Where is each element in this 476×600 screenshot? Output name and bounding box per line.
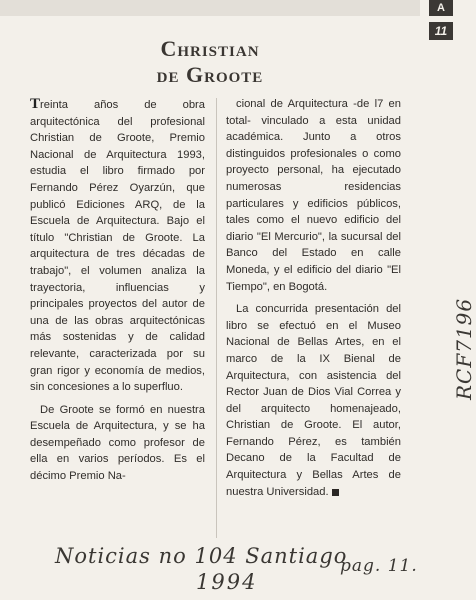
clipping-top-edge xyxy=(0,0,420,16)
end-of-article-mark xyxy=(332,489,339,496)
left-paragraph-1 xyxy=(30,96,205,396)
right-paragraph-2 xyxy=(226,301,401,500)
column-divider xyxy=(216,98,217,538)
left-paragraph-2: De Groote se formó en nuestra Escuela de Arquitectura, y se ha desempeñado como profesor de ella en varios períodos. Es el décimo Premio Na- xyxy=(30,403,205,483)
handwritten-catalog-code: RCF7196 xyxy=(452,297,476,400)
left-paragraph-1-text: reinta años de obra arquitectónica del profesional Christian de Groote, Premio Nacional de Arquitectura 1993, estudia el libro firmado por Fernando Pérez Oyarzún, que publicó Ediciones ARQ, de la Escuela de Arquitectura. Bajo el título "Christian de Groote. La arquitectura de tres décadas de trabajo", el volumen analiza la trayectoria, influencias y principales proyectos del autor de una de las obras arquitectónicas más sostenidas y de calidad relevante, caracterizada por su gran rigor y economía de medios, sin concesiones a lo superfluo. xyxy=(30,99,205,394)
handwritten-year: 1994 xyxy=(196,570,258,594)
title-line-2: de Groote xyxy=(156,62,264,87)
handwritten-source: Noticias no 104 Santiago xyxy=(55,544,348,568)
article-title xyxy=(60,36,360,88)
drop-cap: T xyxy=(30,96,41,112)
right-paragraph-2-text: La concurrida presentación del libro se efectuó en el Museo Nacional de Bellas Artes, en el marco de la IX Bienal de Arquitectura, con asistencia del Rector Juan de Dios Vial Correa y del arquitecto homenajeado, Christian de Groote. El autor, Fernando Pérez, es también Decano de la Facultad de Arquitectura y Bellas Artes de nuestra Universidad. xyxy=(226,303,401,498)
handwritten-page-ref: pag. 11. xyxy=(340,556,418,576)
title-line-1: Christian xyxy=(160,36,260,61)
page-number-badge: 11 xyxy=(429,22,453,40)
right-paragraph-1: cional de Arquitectura -de l7 en total- vinculado a esta unidad académica. Junto a otros distinguidos profesionales o como proyecto personal, ha ejecutado numerosas residencias particulares y edificios públicos, tales como el nuevo edificio del diario "El Mercurio", la sucursal del Banco del Estado en calle Moneda, y el edificio del diario "El Tiempo", en Bogotá. xyxy=(226,98,401,293)
right-column xyxy=(226,96,401,500)
left-column xyxy=(30,96,205,485)
section-tab: A xyxy=(429,0,453,16)
